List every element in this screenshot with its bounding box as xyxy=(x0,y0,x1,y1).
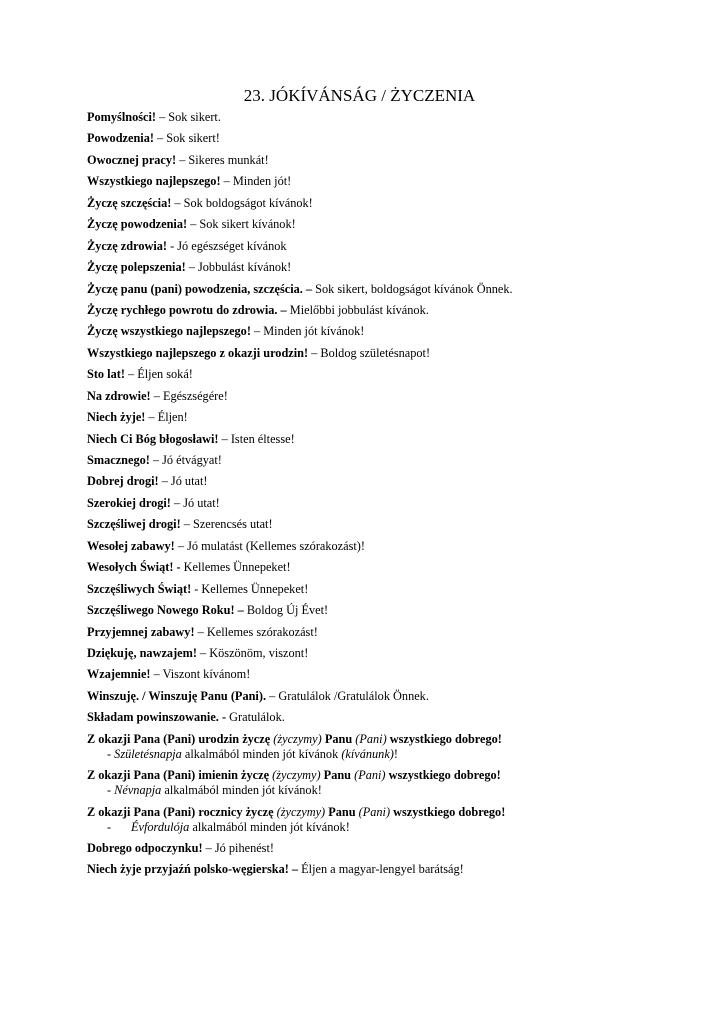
polish-phrase: Przyjemnej zabawy! xyxy=(87,624,195,639)
polish-phrase: Niech żyje! xyxy=(87,410,146,425)
polish-phrase: Owocznej pracy! xyxy=(87,152,177,167)
hungarian-key-word: Évfordulója xyxy=(131,819,190,834)
polish-variant: (życzymy) xyxy=(273,731,322,746)
polish-phrase: Pomyślności! xyxy=(87,110,156,124)
hungarian-key-word: Születésnapja xyxy=(114,746,182,761)
phrase-entry xyxy=(87,110,687,125)
polish-phrase: Szczęśliwej drogi! xyxy=(87,517,181,532)
hungarian-translation: – Jó étvágyat! xyxy=(149,453,222,467)
hungarian-translation-line xyxy=(87,783,687,798)
hungarian-translation: – Viszont kívánom! xyxy=(150,667,251,682)
phrase-entry xyxy=(87,282,687,297)
hungarian-translation: – Jó mulatást (Kellemes szórakozást)! xyxy=(174,538,365,553)
polish-phrase: wszystkiego dobrego! xyxy=(390,804,506,819)
phrase-entry xyxy=(87,560,687,575)
polish-phrase: Wszystkiego najlepszego z okazji urodzin! xyxy=(87,345,309,360)
polish-phrase: Dobrego odpoczynku! xyxy=(87,841,203,855)
phrase-entry xyxy=(87,646,687,661)
phrase-entry xyxy=(87,196,687,211)
phrase-entry xyxy=(87,367,687,382)
dash-mark: - xyxy=(107,746,115,761)
phrase-entry xyxy=(87,389,687,404)
phrase-entry xyxy=(87,217,687,232)
dash-mark: - xyxy=(107,819,112,834)
hungarian-translation: – Jó utat! xyxy=(158,474,208,489)
polish-phrase: Niech Ci Bóg błogosławi! xyxy=(87,431,219,446)
phrase-entry xyxy=(87,432,687,447)
hungarian-translation: – Minden jót kívánok! xyxy=(250,324,365,339)
hungarian-punct: ! xyxy=(393,746,398,761)
phrase-entry xyxy=(87,153,687,168)
phrase-entry xyxy=(87,131,687,146)
phrase-entry xyxy=(87,841,687,856)
polish-phrase: Życzę zdrowia! xyxy=(87,238,168,253)
polish-phrase: Winszuję. / Winszuję Panu (Pani). xyxy=(87,688,267,703)
page-title xyxy=(0,86,725,106)
hungarian-translation: Éljen a magyar-lengyel barátság! xyxy=(298,862,464,877)
polish-phrase: Z okazji Pana (Pani) urodzin życzę xyxy=(87,731,274,746)
hungarian-translation: – Sok boldogságot kívánok! xyxy=(171,195,313,210)
page-title-text: 23. JÓKÍVÁNSÁG / ŻYCZENIA xyxy=(243,86,476,105)
phrase-entry xyxy=(87,174,687,189)
phrase-entry xyxy=(87,862,687,877)
phrase-entry xyxy=(87,453,687,468)
hungarian-translation-line xyxy=(87,820,687,835)
hungarian-translation: alkalmából minden jót kívánok! xyxy=(161,783,322,798)
phrase-entry xyxy=(87,496,687,511)
polish-phrase: Szczęśliwego Nowego Roku! – xyxy=(87,603,244,618)
phrase-entry xyxy=(87,667,687,682)
hungarian-translation: Sok sikert, boldogságot kívánok Önnek. xyxy=(312,281,513,296)
hungarian-translation: Gratulálok. xyxy=(226,710,285,725)
hungarian-translation: – Minden jót! xyxy=(220,174,292,189)
phrase-entry xyxy=(87,303,687,318)
hungarian-translation: alkalmából minden jót kívánok! xyxy=(189,819,350,834)
polish-phrase: Życzę wszystkiego najlepszego! xyxy=(87,324,251,339)
hungarian-translation: – Sok sikert kívánok! xyxy=(187,217,296,232)
hungarian-translation: – Gratulálok /Gratulálok Önnek. xyxy=(266,688,429,703)
polish-phrase: Wszystkiego najlepszego! xyxy=(87,174,221,189)
phrase-entry-complex xyxy=(87,732,687,762)
phrase-entry xyxy=(87,474,687,489)
hungarian-translation: – Jobbulást kívánok! xyxy=(185,260,292,275)
polish-variant: (Pani) xyxy=(358,804,391,819)
hungarian-translation: Mielőbbi jobbulást kívánok. xyxy=(286,302,429,317)
polish-phrase: Dziękuję, nawzajem! xyxy=(87,645,197,660)
polish-phrase: Życzę rychłego powrotu do zdrowia. – xyxy=(87,302,287,317)
hungarian-translation: – Sok sikert. xyxy=(156,110,221,124)
polish-variant: (Pani) xyxy=(354,768,386,783)
hungarian-translation: – Isten éltesse! xyxy=(218,431,295,446)
phrase-entry-complex xyxy=(87,805,687,835)
phrase-entry xyxy=(87,324,687,339)
hungarian-translation: – Egészségére! xyxy=(150,388,228,403)
polish-variant: (życzymy) xyxy=(272,768,321,783)
phrase-entry xyxy=(87,689,687,704)
polish-phrase: Szerokiej drogi! xyxy=(87,495,171,510)
hungarian-translation: – Jó pihenést! xyxy=(202,841,274,855)
hungarian-translation: – Jó utat! xyxy=(170,495,220,510)
phrase-entry xyxy=(87,517,687,532)
dash-mark: - xyxy=(107,783,115,798)
polish-variant: (życzymy) xyxy=(276,804,326,819)
polish-phrase: Wzajemnie! xyxy=(87,667,151,682)
hungarian-translation: - Jó egészséget kívánok xyxy=(167,238,287,253)
hungarian-translation: – Boldog születésnapot! xyxy=(308,345,431,360)
hungarian-variant: (kívánunk) xyxy=(341,746,394,761)
polish-phrase: Panu xyxy=(320,768,355,783)
polish-phrase: Życzę powodzenia! xyxy=(87,217,188,232)
polish-variant: (Pani) xyxy=(355,731,387,746)
hungarian-translation: Boldog Új Évet! xyxy=(243,603,329,618)
hungarian-translation: – Szerencsés utat! xyxy=(180,517,273,532)
polish-phrase: Dobrej drogi! xyxy=(87,474,159,489)
polish-phrase: wszystkiego dobrego! xyxy=(385,768,501,783)
hungarian-translation: Kellemes Ünnepeket! xyxy=(180,560,291,575)
polish-phrase: Panu xyxy=(325,804,359,819)
phrase-entry xyxy=(87,710,687,725)
hungarian-translation: – Kellemes szórakozást! xyxy=(194,624,318,639)
phrase-entry xyxy=(87,346,687,361)
phrase-entry xyxy=(87,239,687,254)
polish-phrase: Niech żyje przyjaźń polsko-węgierska! – xyxy=(87,862,299,877)
polish-phrase: Powodzenia! xyxy=(87,131,154,146)
polish-phrase: Z okazji Pana (Pani) imienin życzę xyxy=(87,768,273,783)
polish-phrase: Składam powinszowanie. - xyxy=(87,710,227,725)
polish-phrase: Wesołych Świąt! - xyxy=(87,560,181,575)
hungarian-translation: – Sikeres munkát! xyxy=(176,152,269,167)
hungarian-key-word: Névnapja xyxy=(114,783,162,798)
polish-phrase: Życzę szczęścia! xyxy=(87,195,172,210)
hungarian-translation: - Kellemes Ünnepeket! xyxy=(191,581,309,596)
hungarian-translation: – Sok sikert! xyxy=(153,131,220,146)
polish-phrase: wszystkiego dobrego! xyxy=(386,731,502,746)
phrase-entry xyxy=(87,603,687,618)
phrase-entry xyxy=(87,625,687,640)
phrase-entry xyxy=(87,582,687,597)
hungarian-translation: – Éljen! xyxy=(145,410,188,425)
phrase-entry xyxy=(87,539,687,554)
hungarian-translation: alkalmából minden jót kívánok xyxy=(181,746,342,761)
hungarian-translation: – Éljen soká! xyxy=(124,367,193,382)
hungarian-translation: – Köszönöm, viszont! xyxy=(196,645,309,660)
polish-phrase: Na zdrowie! xyxy=(87,388,151,403)
polish-phrase: Sto lat! xyxy=(87,367,125,382)
phrase-entry-complex xyxy=(87,768,687,798)
polish-phrase: Życzę polepszenia! xyxy=(87,260,186,275)
polish-phrase: Szczęśliwych Świąt! xyxy=(87,581,192,596)
phrase-entry xyxy=(87,260,687,275)
hungarian-translation-line xyxy=(87,747,687,762)
phrase-list xyxy=(87,110,687,884)
phrase-entry xyxy=(87,410,687,425)
polish-phrase: Z okazji Pana (Pani) rocznicy życzę xyxy=(87,804,277,819)
polish-phrase: Panu xyxy=(321,731,356,746)
polish-phrase: Wesołej zabawy! xyxy=(87,538,175,553)
polish-phrase: Życzę panu (pani) powodzenia, szczęścia. – xyxy=(87,281,313,296)
polish-phrase: Smacznego! xyxy=(87,453,150,467)
